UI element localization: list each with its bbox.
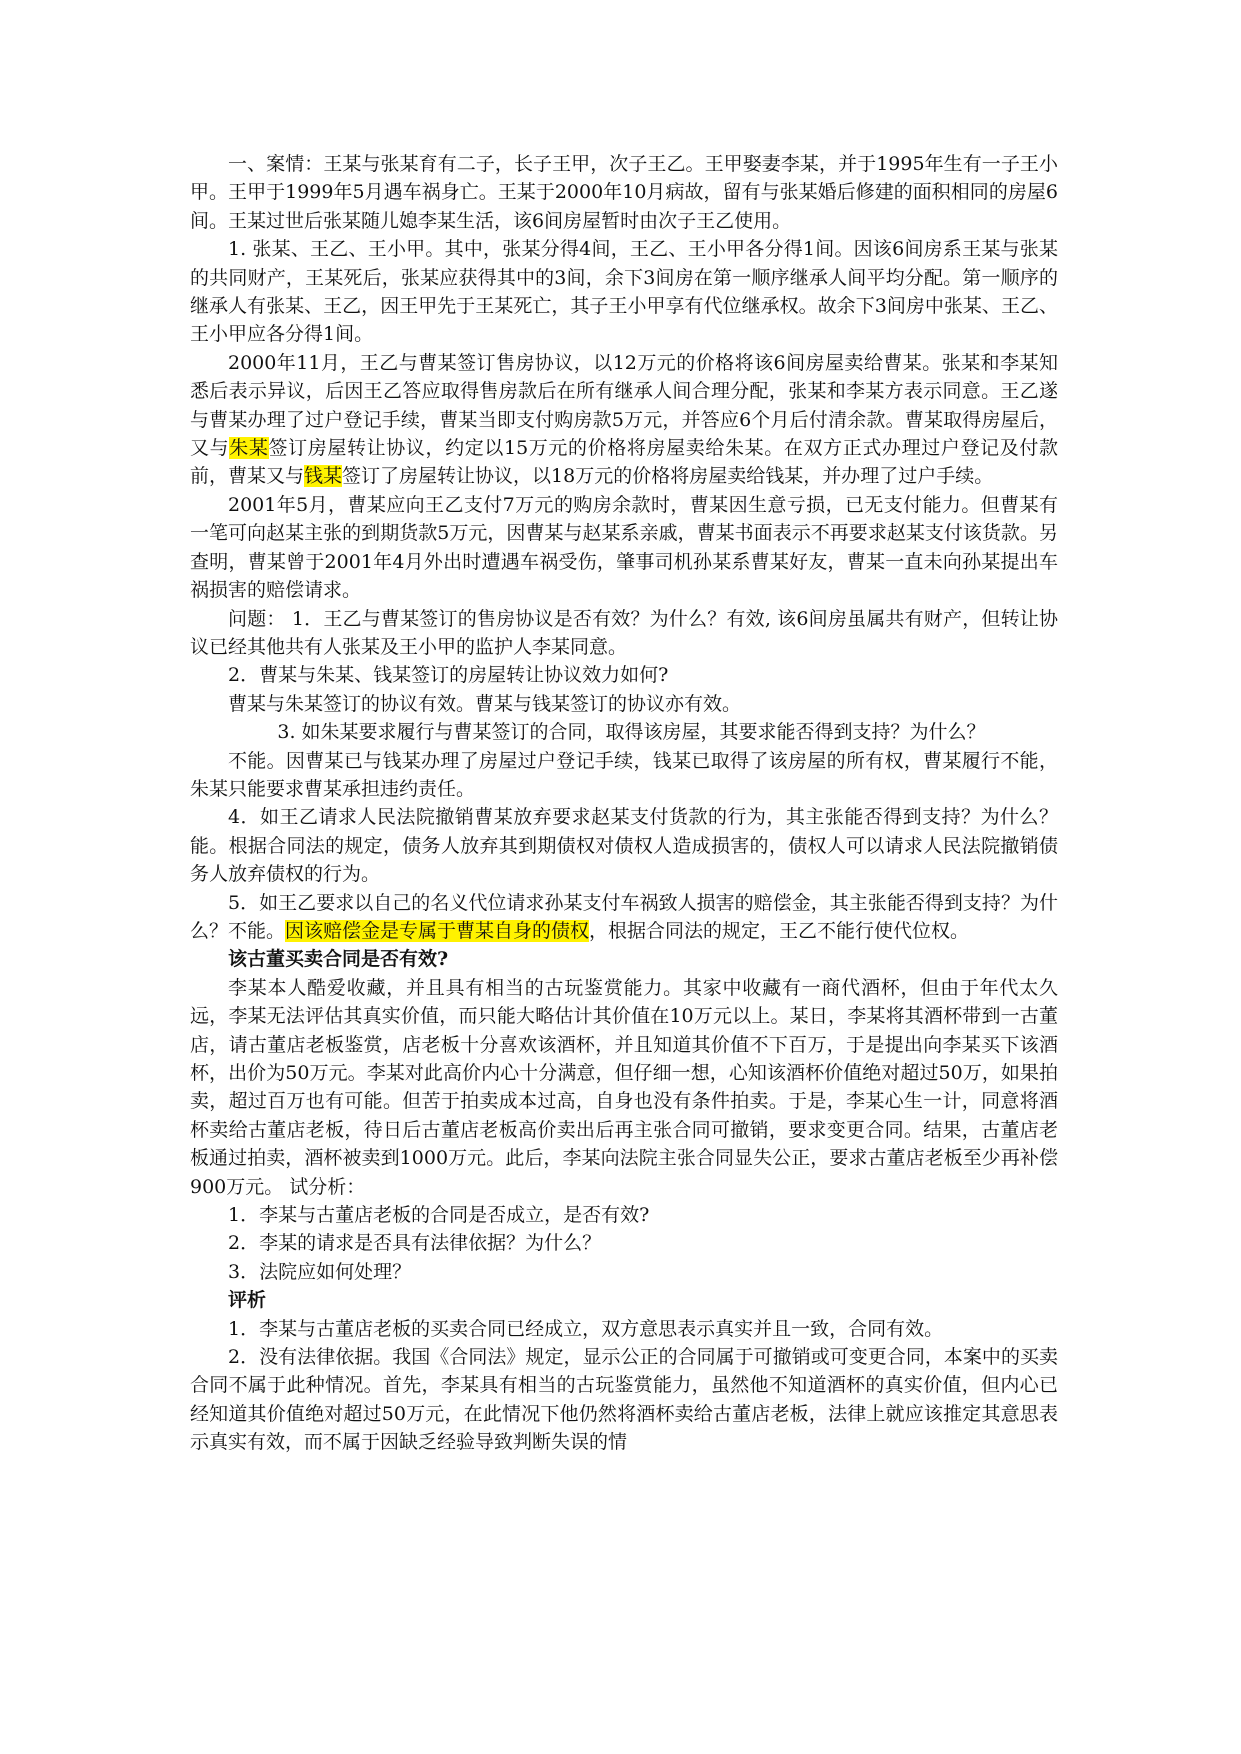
question-3-paragraph: 3. 如朱某要求履行与曹某签订的合同，取得该房屋，其要求能否得到支持？为什么？ [277, 721, 986, 744]
antique-question-1: 1．李某与古董店老板的合同是否成立，是否有效? [228, 1204, 650, 1227]
answer-1-paragraph: 1. 张某、王乙、王小甲。其中，张某分得4间，王乙、王小甲各分得1间。因该6间房系王某与张某的共同财产，王某死后，张某应获得其中的3间，余下3间房在第一顺序继承人间平均分配。第一顺序的继承人有张某、王乙，因王甲先于王某死亡，其子王小甲享有代位继承权。故余下3间房中张某、王乙、王小甲应各分得1间。 [190, 238, 1058, 346]
text-segment: ，根据合同法的规定，王乙不能行使代位权。 [589, 919, 970, 942]
debt-facts-paragraph: 2001年5月，曹某应向王乙支付7万元的购房余款时，曹某因生意亏损，已无支付能力。但曹某有一笔可向赵某主张的到期货款5万元，因曹某与赵某系亲戚，曹某书面表示不再要求赵某支付该货款。另查明，曹某曾于2001年4月外出时遭遇车祸受伤，肇事司机孙某系曹某好友，曹某一直未向孙某提出车祸损害的赔偿请求。 [190, 493, 1058, 602]
question-5-paragraph [190, 889, 1058, 946]
document-body [190, 150, 1058, 1457]
analysis-1-paragraph: 1．李某与古董店老板的买卖合同已经成立，双方意思表示真实并且一致，合同有效。 [228, 1317, 944, 1340]
highlighted-text: 钱某 [304, 465, 343, 488]
sale-facts-paragraph [190, 349, 1058, 491]
question-4-paragraph: 4．如王乙请求人民法院撤销曹某放弃要求赵某支付货款的行为，其主张能否得到支持？为什么？能。根据合同法的规定，债务人放弃其到期债权对债权人造成损害的，债权人可以请求人民法院撤销债务人放弃债权的行为。 [190, 806, 1058, 886]
antique-case-paragraph: 李某本人酷爱收藏，并且具有相当的古玩鉴赏能力。其家中收藏有一商代酒杯，但由于年代太久远，李某无法评估其真实价值，而只能大略估计其价值在10万元以上。某日，李某将其酒杯带到一古董店，请古董店老板鉴赏，店老板十分喜欢该酒杯，并且知道其价值不下百万，于是提出向李某买下该酒杯，出价为50万元。李某对此高价内心十分满意，但仔细一想，心知该酒杯价值绝对超过50万，如果拍卖，超过百万也有可能。但苦于拍卖成本过高，自身也没有条件拍卖。于是，李某心生一计，同意将酒杯卖给古董店老板，待日后古董店老板高价卖出后再主张合同可撤销，要求变更合同。结果，古董店老板通过拍卖，酒杯被卖到1000万元。此后，李某向法院主张合同显失公正，要求古董店老板至少再补偿900万元。 试分析： [190, 976, 1058, 1198]
section-heading: 该古董买卖合同是否有效? [228, 948, 449, 971]
highlighted-text: 因该赔偿金是专属于曹某自身的债权 [285, 919, 590, 942]
text-segment: 签订房屋转让协议，约定以15万元的价格将房屋卖给朱某。在双方正式办理过户登记及付款前，曹某又与 [190, 437, 1058, 488]
highlighted-text: 朱某 [229, 437, 269, 460]
text-segment: 签订了房屋转让协议，以18万元的价格将房屋卖给钱某，并办理了过户手续。 [342, 465, 994, 488]
antique-question-2: 2．李某的请求是否具有法律依据？为什么？ [228, 1232, 602, 1255]
answer-2-paragraph: 曹某与朱某签订的协议有效。曹某与钱某签订的协议亦有效。 [228, 692, 742, 715]
analysis-2-paragraph: 2．没有法律依据。我国《合同法》规定，显示公正的合同属于可撤销或可变更合同，本案中的买卖合同不属于此种情况。首先，李某具有相当的古玩鉴赏能力，虽然他不知道酒杯的真实价值，但内心已经知道其价值绝对超过50万元，在此情况下他仍然将酒杯卖给古董店老板，法律上就应该推定其意思表示真实有效，而不属于因缺乏经验导致判断失误的情 [190, 1346, 1058, 1454]
question-2-paragraph: 2．曹某与朱某、钱某签订的房屋转让协议效力如何? [228, 664, 669, 687]
answer-3-paragraph: 不能。因曹某已与钱某办理了房屋过户登记手续，钱某已取得了该房屋的所有权，曹某履行不能，朱某只能要求曹某承担违约责任。 [190, 749, 1058, 800]
text-segment: 5．如王乙要求以自己的名义代位请求孙某支付车祸致人损害的赔偿金，其主张能否得到支持？为什么？不能。 [190, 891, 1058, 942]
case-facts-paragraph: 一、案情：王某与张某育有二子，长子王甲，次子王乙。王甲娶妻李某，并于1995年生有一子王小甲。王甲于1999年5月遇车祸身亡。王某于2000年10月病故，留有与张某婚后修建的面积相同的房屋6间。王某过世后张某随儿媳李某生活，该6间房屋暂时由次子王乙使用。 [190, 153, 1058, 232]
question-1-paragraph: 问题： 1．王乙与曹某签订的售房协议是否有效？为什么？有效, 该6间房虽属共有财产，但转让协议已经其他共有人张某及王小甲的监护人李某同意。 [190, 607, 1058, 658]
antique-question-3: 3．法院应如何处理？ [228, 1260, 412, 1283]
text-segment: 2000年11月，王乙与曹某签订售房协议，以12万元的价格将该6间房屋卖给曹某。张某和李某知悉后表示异议，后因王乙答应取得售房款后在所有继承人间合理分配，张某和李某方表示同意。王乙遂与曹某办理了过户登记手续，曹某当即支付购房款5万元，并答应6个月后付清余款。曹某取得房屋后，又与 [190, 351, 1058, 460]
analysis-heading: 评析 [228, 1289, 267, 1312]
